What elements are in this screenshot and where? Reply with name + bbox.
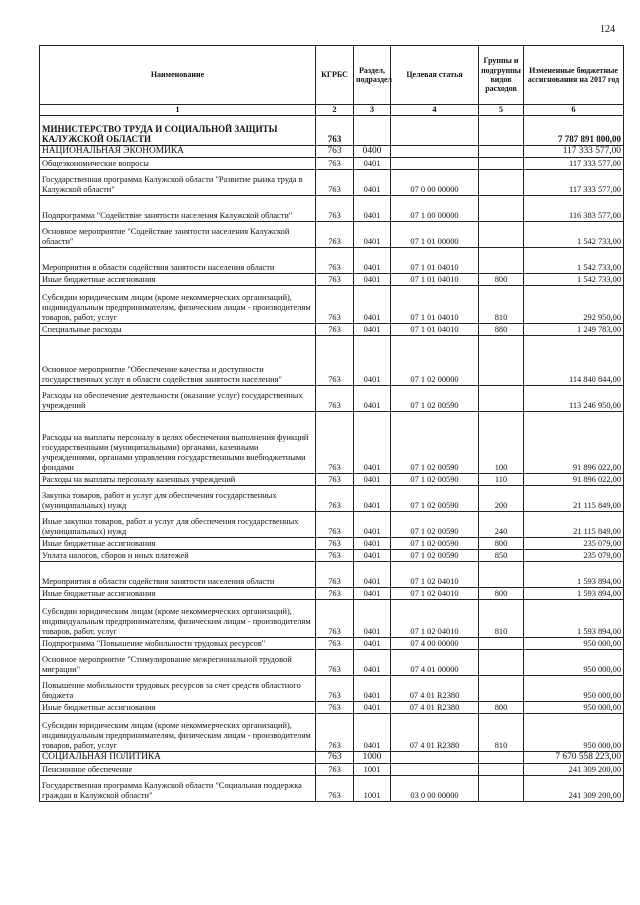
row-name: Уплата налогов, сборов и иных платежей — [40, 550, 316, 562]
row-group — [479, 752, 524, 764]
row-section: 0401 — [354, 538, 391, 550]
row-section: 0401 — [354, 222, 391, 248]
budget-table — [39, 45, 624, 802]
table-row — [40, 600, 624, 638]
row-amount: 1 593 894,00 — [524, 588, 624, 600]
row-kgrbs: 763 — [316, 512, 354, 538]
header-amount: Измененные бюджетные ассигнования на 2017 год — [524, 46, 624, 105]
row-amount: 91 896 022,00 — [524, 474, 624, 486]
row-kgrbs: 763 — [316, 638, 354, 650]
row-group: 800 — [479, 588, 524, 600]
table-row — [40, 170, 624, 196]
row-amount: 1 542 733,00 — [524, 222, 624, 248]
table-row — [40, 752, 624, 764]
header-kgrbs: КГРБС — [316, 46, 354, 105]
table-row — [40, 158, 624, 170]
table-row — [40, 538, 624, 550]
table-row — [40, 248, 624, 274]
row-group — [479, 676, 524, 702]
table-row — [40, 474, 624, 486]
row-name: СОЦИАЛЬНАЯ ПОЛИТИКА — [40, 752, 316, 764]
row-amount: 1 249 783,00 — [524, 324, 624, 336]
table-row — [40, 776, 624, 802]
row-amount: 950 000,00 — [524, 650, 624, 676]
column-number-row — [40, 105, 624, 116]
table-row — [40, 412, 624, 474]
row-section: 0401 — [354, 286, 391, 324]
row-group — [479, 386, 524, 412]
row-section: 0401 — [354, 196, 391, 222]
table-row — [40, 386, 624, 412]
row-amount: 117 333 577,00 — [524, 170, 624, 196]
table-row — [40, 550, 624, 562]
row-kgrbs: 763 — [316, 764, 354, 776]
row-section: 0401 — [354, 588, 391, 600]
row-target: 07 1 01 04010 — [391, 274, 479, 286]
row-group: 850 — [479, 550, 524, 562]
row-kgrbs: 763 — [316, 222, 354, 248]
row-amount: 1 593 894,00 — [524, 600, 624, 638]
row-name: Иные бюджетные ассигнования — [40, 588, 316, 600]
row-name: НАЦИОНАЛЬНАЯ ЭКОНОМИКА — [40, 146, 316, 158]
row-group: 810 — [479, 714, 524, 752]
row-section: 1001 — [354, 776, 391, 802]
row-amount: 1 542 733,00 — [524, 274, 624, 286]
row-group — [479, 158, 524, 170]
table-row — [40, 324, 624, 336]
row-target — [391, 116, 479, 146]
row-target: 07 1 02 00590 — [391, 486, 479, 512]
row-kgrbs: 763 — [316, 776, 354, 802]
row-amount: 116 383 577,00 — [524, 196, 624, 222]
row-target: 07 4 01 00000 — [391, 650, 479, 676]
table-row — [40, 146, 624, 158]
row-name: Основное мероприятие "Содействие занятости населения Калужской области" — [40, 222, 316, 248]
row-name: Иные бюджетные ассигнования — [40, 274, 316, 286]
table-row — [40, 222, 624, 248]
row-amount: 292 950,00 — [524, 286, 624, 324]
row-target — [391, 764, 479, 776]
row-amount: 950 000,00 — [524, 702, 624, 714]
row-kgrbs: 763 — [316, 474, 354, 486]
table-row — [40, 702, 624, 714]
row-name: Мероприятия в области содействия занятости населения области — [40, 248, 316, 274]
row-kgrbs: 763 — [316, 538, 354, 550]
row-section: 0401 — [354, 386, 391, 412]
row-target: 07 1 02 00590 — [391, 512, 479, 538]
row-section: 1000 — [354, 752, 391, 764]
row-amount: 950 000,00 — [524, 638, 624, 650]
row-group: 880 — [479, 324, 524, 336]
row-name: Основное мероприятие "Стимулирование межрегиональной трудовой миграции" — [40, 650, 316, 676]
row-amount: 117 333 577,00 — [524, 158, 624, 170]
row-target: 07 4 01 R2380 — [391, 714, 479, 752]
row-group — [479, 170, 524, 196]
row-kgrbs: 763 — [316, 336, 354, 386]
row-section: 0401 — [354, 274, 391, 286]
row-section: 0401 — [354, 412, 391, 474]
column-number: 1 — [40, 105, 316, 116]
row-group: 810 — [479, 600, 524, 638]
row-group — [479, 146, 524, 158]
row-kgrbs: 763 — [316, 562, 354, 588]
table-row — [40, 116, 624, 146]
row-name: Иные бюджетные ассигнования — [40, 538, 316, 550]
table-row — [40, 196, 624, 222]
row-group: 800 — [479, 538, 524, 550]
row-kgrbs: 763 — [316, 158, 354, 170]
row-name: Общеэкономические вопросы — [40, 158, 316, 170]
row-amount: 241 309 200,00 — [524, 776, 624, 802]
row-target: 07 1 02 00590 — [391, 550, 479, 562]
row-amount: 21 115 849,00 — [524, 486, 624, 512]
row-group — [479, 248, 524, 274]
row-section — [354, 116, 391, 146]
row-target: 07 1 02 04010 — [391, 562, 479, 588]
row-group: 100 — [479, 412, 524, 474]
row-section: 0401 — [354, 702, 391, 714]
row-target: 07 1 01 04010 — [391, 324, 479, 336]
row-kgrbs: 763 — [316, 324, 354, 336]
row-name: Иные закупки товаров, работ и услуг для обеспечения государственных (муниципальных) нужд — [40, 512, 316, 538]
row-kgrbs: 763 — [316, 274, 354, 286]
row-name: Основное мероприятие "Обеспечение качества и доступности государственных услуг в области содействия занятости населения" — [40, 336, 316, 386]
table-row — [40, 562, 624, 588]
row-target: 07 4 01 R2380 — [391, 702, 479, 714]
row-target: 07 4 00 00000 — [391, 638, 479, 650]
row-section: 0401 — [354, 714, 391, 752]
row-group: 810 — [479, 286, 524, 324]
column-number: 6 — [524, 105, 624, 116]
row-kgrbs: 763 — [316, 170, 354, 196]
row-name: Субсидии юридическим лицам (кроме некоммерческих организаций), индивидуальным предпринимателям, физическим лицам - производителям товаров, работ, услуг — [40, 600, 316, 638]
row-name: Государственная программа Калужской области "Развитие рынка труда в Калужской области" — [40, 170, 316, 196]
row-kgrbs: 763 — [316, 600, 354, 638]
row-target: 07 1 02 04010 — [391, 588, 479, 600]
row-amount: 950 000,00 — [524, 676, 624, 702]
table-row — [40, 638, 624, 650]
row-amount: 241 309 200,00 — [524, 764, 624, 776]
row-target: 07 1 02 00000 — [391, 336, 479, 386]
header-target: Целевая статья — [391, 46, 479, 105]
table-row — [40, 512, 624, 538]
row-amount: 1 542 733,00 — [524, 248, 624, 274]
row-kgrbs: 763 — [316, 752, 354, 764]
row-kgrbs: 763 — [316, 588, 354, 600]
row-group — [479, 196, 524, 222]
row-section: 0401 — [354, 512, 391, 538]
header-groups: Группы и подгруппы видов расходов — [479, 46, 524, 105]
row-target — [391, 146, 479, 158]
table-row — [40, 676, 624, 702]
row-name: Расходы на выплаты персоналу казенных учреждений — [40, 474, 316, 486]
header-row — [40, 46, 624, 105]
row-name: Субсидии юридическим лицам (кроме некоммерческих организаций), индивидуальным предпринимателям, физическим лицам - производителям товаров, работ, услуг — [40, 714, 316, 752]
row-amount: 235 079,00 — [524, 538, 624, 550]
row-name: Субсидии юридическим лицам (кроме некоммерческих организаций), индивидуальным предпринимателям, физическим лицам - производителям товаров, работ, услуг — [40, 286, 316, 324]
row-target: 07 1 02 00590 — [391, 538, 479, 550]
row-name: Расходы на обеспечение деятельности (оказание услуг) государственных учреждений — [40, 386, 316, 412]
row-target: 07 1 02 00590 — [391, 386, 479, 412]
row-target: 07 1 02 00590 — [391, 412, 479, 474]
column-number: 5 — [479, 105, 524, 116]
table-row — [40, 588, 624, 600]
row-kgrbs: 763 — [316, 196, 354, 222]
row-section: 0401 — [354, 550, 391, 562]
row-group — [479, 562, 524, 588]
row-kgrbs: 763 — [316, 702, 354, 714]
row-amount: 113 246 950,00 — [524, 386, 624, 412]
row-amount: 117 333 577,00 — [524, 146, 624, 158]
row-amount: 7 787 891 800,00 — [524, 116, 624, 146]
column-number: 4 — [391, 105, 479, 116]
row-kgrbs: 763 — [316, 412, 354, 474]
row-kgrbs: 763 — [316, 286, 354, 324]
row-kgrbs: 763 — [316, 714, 354, 752]
row-group: 110 — [479, 474, 524, 486]
row-name: Закупка товаров, работ и услуг для обеспечения государственных (муниципальных) нужд — [40, 486, 316, 512]
row-section: 0401 — [354, 158, 391, 170]
row-group: 240 — [479, 512, 524, 538]
table-row — [40, 274, 624, 286]
row-name: Мероприятия в области содействия занятости населения области — [40, 562, 316, 588]
row-name: Повышение мобильности трудовых ресурсов за счет средств областного бюджета — [40, 676, 316, 702]
row-section: 0401 — [354, 170, 391, 196]
row-target: 07 1 02 00590 — [391, 474, 479, 486]
row-kgrbs: 763 — [316, 386, 354, 412]
table-row — [40, 486, 624, 512]
row-target: 07 4 01 R2380 — [391, 676, 479, 702]
row-amount: 7 670 558 223,00 — [524, 752, 624, 764]
row-group — [479, 222, 524, 248]
row-section: 0401 — [354, 324, 391, 336]
row-group: 800 — [479, 274, 524, 286]
row-group — [479, 776, 524, 802]
row-amount: 950 000,00 — [524, 714, 624, 752]
row-amount: 1 593 894,00 — [524, 562, 624, 588]
row-kgrbs: 763 — [316, 650, 354, 676]
row-name: МИНИСТЕРСТВО ТРУДА И СОЦИАЛЬНОЙ ЗАЩИТЫ КАЛУЖСКОЙ ОБЛАСТИ — [40, 116, 316, 146]
table-row — [40, 650, 624, 676]
row-name: Расходы на выплаты персоналу в целях обеспечения выполнения функций государственными (муниципальными) органами, казенными учреждениями, органами управления государственными внебюджетными фондами — [40, 412, 316, 474]
row-amount: 21 115 849,00 — [524, 512, 624, 538]
header-name: Наименование — [40, 46, 316, 105]
row-group: 800 — [479, 702, 524, 714]
row-kgrbs: 763 — [316, 676, 354, 702]
row-target: 07 1 01 04010 — [391, 248, 479, 274]
row-group — [479, 650, 524, 676]
row-kgrbs: 763 — [316, 248, 354, 274]
row-kgrbs: 763 — [316, 146, 354, 158]
row-section: 0401 — [354, 676, 391, 702]
row-target — [391, 158, 479, 170]
row-section: 0401 — [354, 600, 391, 638]
row-group: 200 — [479, 486, 524, 512]
row-section: 0401 — [354, 474, 391, 486]
row-name: Специальные расходы — [40, 324, 316, 336]
row-amount: 114 840 844,00 — [524, 336, 624, 386]
row-name: Иные бюджетные ассигнования — [40, 702, 316, 714]
row-amount: 91 896 022,00 — [524, 412, 624, 474]
row-name: Подпрограмма "Повышение мобильности трудовых ресурсов" — [40, 638, 316, 650]
row-section: 0401 — [354, 248, 391, 274]
table-row — [40, 714, 624, 752]
row-group — [479, 638, 524, 650]
page-number: 124 — [600, 24, 615, 35]
row-target: 07 1 02 04010 — [391, 600, 479, 638]
row-group — [479, 764, 524, 776]
row-target — [391, 752, 479, 764]
row-section: 0401 — [354, 486, 391, 512]
table-row — [40, 286, 624, 324]
row-kgrbs: 763 — [316, 486, 354, 512]
row-section: 0400 — [354, 146, 391, 158]
table-row — [40, 764, 624, 776]
column-number: 3 — [354, 105, 391, 116]
row-name: Подпрограмма "Содействие занятости населения Калужской области" — [40, 196, 316, 222]
row-group — [479, 336, 524, 386]
row-kgrbs: 763 — [316, 550, 354, 562]
row-target: 07 1 00 00000 — [391, 196, 479, 222]
column-number: 2 — [316, 105, 354, 116]
row-name: Пенсионное обеспечение — [40, 764, 316, 776]
row-target: 07 0 00 00000 — [391, 170, 479, 196]
row-section: 0401 — [354, 336, 391, 386]
row-section: 0401 — [354, 638, 391, 650]
row-amount: 235 079,00 — [524, 550, 624, 562]
row-section: 1001 — [354, 764, 391, 776]
row-target: 03 0 00 00000 — [391, 776, 479, 802]
header-section: Раздел, подраздел — [354, 46, 391, 105]
row-target: 07 1 01 00000 — [391, 222, 479, 248]
row-target: 07 1 01 04010 — [391, 286, 479, 324]
row-kgrbs: 763 — [316, 116, 354, 146]
row-section: 0401 — [354, 562, 391, 588]
row-group — [479, 116, 524, 146]
table-row — [40, 336, 624, 386]
row-section: 0401 — [354, 650, 391, 676]
row-name: Государственная программа Калужской области "Социальная поддержка граждан в Калужской области" — [40, 776, 316, 802]
